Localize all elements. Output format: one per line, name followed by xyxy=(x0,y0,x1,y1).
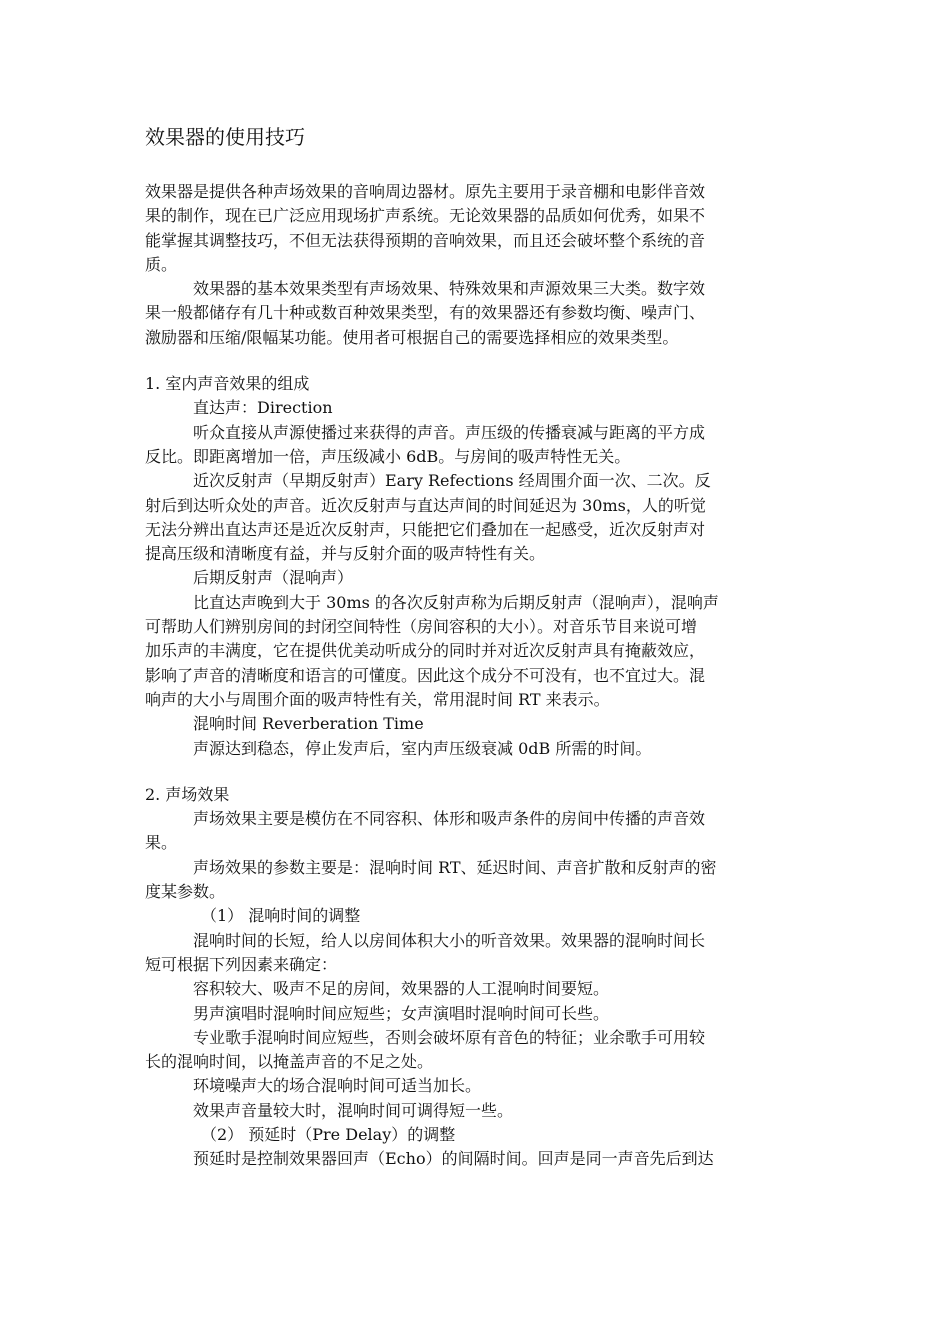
section-heading: 2. 声场效果 xyxy=(145,784,230,804)
text-line: 效果声音量较大时，混响时间可调得短一些。 xyxy=(193,1100,514,1120)
text-line: 声场效果的参数主要是：混响时间 RT、延迟时间、声音扩散和反射声的密 xyxy=(193,857,717,877)
text-line: 男声演唱时混响时间应短些；女声演唱时混响时间可长些。 xyxy=(193,1003,610,1023)
text-line: 近次反射声（早期反射声）Eary Refections 经周围介面一次、二次。反 xyxy=(193,471,711,491)
text-line: 混响时间的长短，给人以房间体积大小的听音效果。效果器的混响时间长 xyxy=(193,930,706,950)
text-line: 度某参数。 xyxy=(145,882,226,902)
text-line: 提高压级和清晰度有益，并与反射介面的吸声特性有关。 xyxy=(145,544,546,564)
section-heading: 1. 室内声音效果的组成 xyxy=(145,374,310,394)
subsection-heading: （2） 预延时（Pre Delay）的调整 xyxy=(201,1124,456,1144)
text-line: 能掌握其调整技巧，不但无法获得预期的音响效果，而且还会破坏整个系统的音 xyxy=(145,230,706,250)
text-line: 果的制作，现在已广泛应用现场扩声系统。无论效果器的品质如何优秀，如果不 xyxy=(145,206,706,226)
document-body xyxy=(145,180,805,1172)
text-line: 效果器的基本效果类型有声场效果、特殊效果和声源效果三大类。数字效 xyxy=(193,279,706,299)
text-line: 射后到达听众处的声音。近次反射声与直达声间的时间延迟为 30ms，人的听觉 xyxy=(145,495,706,515)
text-line: 预延时是控制效果器回声（Echo）的间隔时间。回声是同一声音先后到达 xyxy=(193,1149,714,1169)
text-line: 反比。即距离增加一倍，声压级减小 6dB。与房间的吸声特性无关。 xyxy=(145,446,631,466)
paragraph-gap xyxy=(145,350,805,372)
text-line: 环境噪声大的场合混响时间可适当加长。 xyxy=(193,1076,482,1096)
text-line: 影响了声音的清晰度和语言的可懂度。因此这个成分不可没有，也不宜过大。混 xyxy=(145,665,706,685)
text-line: 长的混响时间，以掩盖声音的不足之处。 xyxy=(145,1052,434,1072)
text-line: 短可根据下列因素来确定： xyxy=(145,954,338,974)
text-line: 果。 xyxy=(145,833,178,853)
text-line: 果一般都储存有几十种或数百种效果类型，有的效果器还有参数均衡、噪声门、 xyxy=(145,303,706,323)
text-line: 混响时间 Reverberation Time xyxy=(193,714,424,734)
text-line: 加乐声的丰满度，它在提供优美动听成分的同时并对近次反射声具有掩蔽效应， xyxy=(145,641,706,661)
subsection-heading: （1） 混响时间的调整 xyxy=(201,906,361,926)
text-line: 容积较大、吸声不足的房间，效果器的人工混响时间要短。 xyxy=(193,979,610,999)
text-line: 质。 xyxy=(145,254,178,274)
text-line: 响声的大小与周围介面的吸声特性有关，常用混时间 RT 来表示。 xyxy=(145,689,610,709)
paragraph-gap xyxy=(145,761,805,783)
text-line: 声源达到稳态，停止发声后，室内声压级衰减 0dB 所需的时间。 xyxy=(193,738,652,758)
text-line: 无法分辨出直达声还是近次反射声，只能把它们叠加在一起感受，近次反射声对 xyxy=(145,519,706,539)
text-line: 直达声：Direction xyxy=(193,398,333,418)
text-line: 可帮助人们辨别房间的封闭空间特性（房间容积的大小）。对音乐节目来说可增 xyxy=(145,617,698,637)
document-title: 效果器的使用技巧 xyxy=(145,125,305,149)
text-line: 效果器是提供各种声场效果的音响周边器材。原先主要用于录音棚和电影伴音效 xyxy=(145,182,706,201)
text-line: 激励器和压缩/限幅某功能。使用者可根据自己的需要选择相应的效果类型。 xyxy=(145,327,679,347)
text-line: 听众直接从声源使播过来获得的声音。声压级的传播衰减与距离的平方成 xyxy=(193,422,706,442)
text-line: 比直达声晚到大于 30ms 的各次反射声称为后期反射声（混响声），混响声 xyxy=(193,592,719,612)
text-line: 专业歌手混响时间应短些，否则会破坏原有音色的特征；业余歌手可用较 xyxy=(193,1027,706,1047)
text-line: 后期反射声（混响声） xyxy=(193,568,354,588)
text-line: 声场效果主要是模仿在不同容积、体形和吸声条件的房间中传播的声音效 xyxy=(193,809,706,829)
